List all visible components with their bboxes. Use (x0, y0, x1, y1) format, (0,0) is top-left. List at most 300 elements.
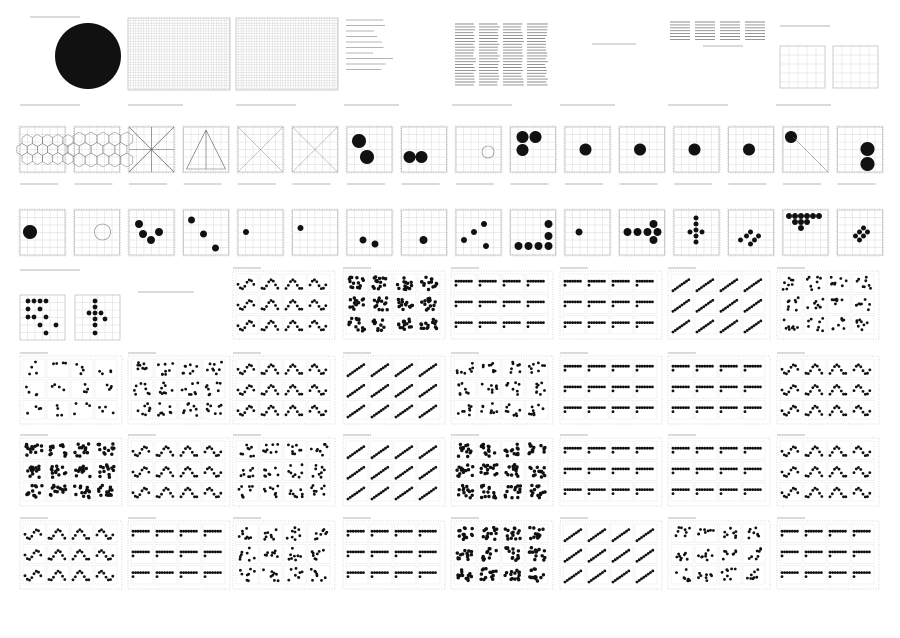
glyph (371, 551, 389, 558)
dot (700, 556, 703, 559)
glyph (348, 296, 365, 311)
dot (616, 577, 619, 580)
dot (617, 301, 620, 304)
glyph (419, 363, 438, 377)
dot (479, 321, 482, 324)
dot (694, 240, 699, 245)
dot (219, 451, 222, 454)
glyph-grid (563, 524, 657, 584)
dot (206, 369, 209, 372)
glyph (262, 443, 279, 454)
dot (133, 389, 136, 392)
pattern-sheet (20, 353, 122, 424)
dot (252, 389, 255, 392)
dot (796, 389, 799, 392)
dot (754, 406, 757, 409)
dot (750, 555, 753, 558)
glyph (204, 551, 222, 558)
dot (597, 574, 600, 577)
dot (39, 574, 42, 577)
dot (269, 473, 272, 476)
dot (863, 285, 866, 288)
dot (470, 533, 473, 536)
dot (487, 388, 490, 391)
dot (636, 386, 639, 389)
dot (87, 442, 90, 445)
dot (792, 219, 798, 225)
dot (30, 576, 33, 579)
glyph (204, 530, 222, 537)
dot (419, 555, 422, 558)
dot (316, 448, 319, 451)
dot (185, 530, 188, 533)
dot (634, 144, 646, 156)
dot (469, 368, 472, 371)
dot (757, 386, 760, 389)
dot (300, 449, 303, 452)
dot (376, 571, 379, 574)
dot (790, 366, 793, 369)
dot (783, 551, 786, 554)
dot (792, 279, 795, 282)
pattern-sheet (128, 518, 230, 589)
dot (295, 444, 298, 447)
dot (249, 489, 252, 492)
glyph (395, 551, 413, 558)
dot (110, 494, 113, 497)
glyph (479, 321, 497, 328)
dot (252, 283, 255, 286)
dot (805, 534, 808, 537)
dot (643, 321, 646, 324)
dot (428, 368, 431, 371)
dot (82, 451, 85, 454)
dot (679, 365, 682, 368)
dot (296, 325, 299, 328)
dot (853, 555, 856, 558)
dot (622, 406, 625, 409)
dot (161, 373, 164, 376)
dot (490, 384, 493, 387)
dot (322, 529, 325, 532)
glyph-cell (804, 524, 826, 543)
dot (315, 573, 318, 576)
glyph-grid (780, 274, 874, 334)
dot (579, 365, 582, 368)
dot (289, 301, 292, 304)
glyph (479, 463, 498, 476)
dot (593, 468, 596, 471)
dot (208, 445, 211, 448)
glyph-cell (526, 315, 548, 334)
dot (460, 301, 463, 304)
glyph (697, 572, 713, 582)
dot (243, 391, 246, 394)
dot (860, 320, 863, 323)
glyph (261, 405, 280, 417)
dot (694, 228, 699, 233)
dot (829, 534, 832, 537)
dot (132, 575, 135, 578)
dot (579, 406, 582, 409)
dot (842, 571, 845, 574)
dot (48, 578, 51, 581)
glyph (805, 363, 824, 375)
dot (58, 386, 61, 389)
dot (219, 492, 222, 495)
dot (348, 280, 351, 283)
dot (210, 489, 213, 492)
dot (380, 300, 383, 303)
dot (380, 389, 383, 392)
dot (625, 447, 628, 450)
dot (835, 363, 838, 366)
glyph (456, 362, 474, 375)
pattern-sheet (128, 435, 230, 506)
glyph-cell (611, 359, 633, 378)
pattern-sheet (343, 353, 445, 424)
dot (866, 413, 869, 416)
dot (248, 559, 251, 562)
dot (298, 476, 301, 479)
dot (625, 365, 628, 368)
dot (253, 570, 256, 573)
dot (725, 447, 728, 450)
dot (528, 451, 531, 454)
dot (815, 530, 818, 533)
dot (265, 326, 268, 329)
pattern-sheet-row-2 (20, 353, 879, 424)
glyph (672, 386, 690, 393)
dot (593, 321, 596, 324)
dot (781, 530, 784, 533)
dot (646, 365, 649, 368)
dot (531, 450, 534, 453)
glyph (261, 278, 280, 290)
dot (217, 389, 220, 392)
dot (781, 571, 784, 574)
dot (158, 402, 161, 405)
dot (493, 538, 496, 541)
glyph (612, 447, 630, 454)
dot (314, 557, 317, 560)
dot (625, 571, 628, 574)
dot (49, 448, 52, 451)
dot (822, 298, 825, 301)
glyph-cell (346, 565, 368, 584)
dot (722, 365, 725, 368)
glyph-cell (131, 380, 153, 399)
dot (601, 447, 604, 450)
thumb-grid (20, 127, 65, 172)
dot (860, 530, 863, 533)
dot (727, 365, 730, 368)
dot (28, 558, 31, 561)
dot (785, 131, 797, 143)
dot (811, 468, 814, 471)
glyph (722, 549, 737, 560)
glyph-cell (370, 565, 392, 584)
dot (408, 385, 411, 388)
dot (356, 368, 359, 371)
glyph (853, 405, 872, 417)
dot (612, 488, 615, 491)
glyph-grid (454, 359, 548, 419)
dot (347, 374, 350, 377)
dot (137, 368, 140, 371)
glyph (781, 384, 800, 396)
dot (787, 308, 790, 311)
glyph-cell (236, 482, 258, 501)
thumb-grid (838, 127, 883, 172)
dot (564, 305, 567, 308)
glyph (156, 551, 174, 558)
dot (720, 447, 723, 450)
glyph (419, 571, 437, 578)
dot (744, 472, 747, 475)
dot (395, 571, 398, 574)
dot (481, 301, 484, 304)
dot (749, 488, 752, 491)
dot (829, 454, 832, 457)
dot (287, 470, 290, 473)
dot (617, 280, 620, 283)
dot (752, 531, 755, 534)
dot (160, 387, 163, 390)
dot (294, 538, 297, 541)
dot (643, 468, 646, 471)
dot (688, 527, 691, 530)
dot (146, 402, 149, 405)
dot (577, 550, 580, 553)
dot (267, 301, 270, 304)
dot (245, 444, 248, 447)
dot (375, 371, 378, 374)
dot (237, 368, 240, 371)
glyph-cell (284, 400, 306, 419)
pattern-sheet-row-1 (20, 268, 879, 340)
dot (184, 468, 187, 471)
dot (276, 555, 279, 558)
dot (409, 305, 412, 308)
glyph-cell (828, 482, 850, 501)
dot (723, 531, 726, 534)
dot (83, 555, 86, 558)
dot (811, 366, 814, 369)
dot (428, 389, 431, 392)
dot (564, 301, 567, 304)
dot (729, 527, 732, 530)
dot (261, 392, 264, 395)
thumb-grid (347, 210, 392, 255)
dot (164, 373, 167, 376)
dot (807, 571, 810, 574)
dot (729, 283, 732, 286)
dot (836, 530, 839, 533)
glyph-cell (635, 462, 657, 481)
dot (617, 321, 620, 324)
dot (677, 406, 680, 409)
dot (356, 450, 359, 453)
dot (756, 568, 759, 571)
dot (468, 414, 471, 417)
dot (709, 468, 712, 471)
dot (419, 498, 422, 501)
dot (636, 325, 639, 328)
dot (622, 468, 625, 471)
dot (687, 447, 690, 450)
glyph-cell (47, 524, 69, 543)
dot (816, 385, 819, 388)
dot (158, 475, 161, 478)
dot (272, 300, 275, 303)
dot (534, 321, 537, 324)
dot (404, 471, 407, 474)
glyph (397, 318, 413, 331)
glyph-cell (852, 400, 874, 419)
dot (219, 382, 222, 385)
dot (590, 468, 593, 471)
dot (462, 491, 465, 494)
glyph-cell (155, 545, 177, 564)
dot (180, 551, 183, 554)
dot (529, 321, 532, 324)
dot (649, 280, 652, 283)
dot (864, 298, 867, 301)
dot (352, 134, 366, 148)
dot (159, 412, 162, 415)
dot (542, 301, 545, 304)
dot (601, 365, 604, 368)
dot (182, 472, 185, 475)
glyph-cell (155, 441, 177, 460)
dot (638, 447, 641, 450)
dot (649, 571, 652, 574)
glyph-cell (454, 295, 476, 314)
dot (49, 445, 52, 448)
glyph-cell (852, 359, 874, 378)
dot (348, 305, 351, 308)
thumbnail (401, 126, 448, 173)
glyph (612, 488, 630, 495)
dot (375, 412, 378, 415)
dot (164, 363, 167, 366)
glyph-cell (394, 524, 416, 543)
dot (85, 402, 88, 405)
dot (866, 454, 869, 457)
dot (320, 579, 323, 582)
glyph (781, 466, 800, 478)
dot (314, 468, 317, 471)
dot (61, 443, 64, 446)
glyph (672, 488, 690, 495)
dot (636, 410, 639, 413)
dot (312, 552, 315, 555)
dot (754, 488, 757, 491)
dot (729, 578, 732, 581)
glyph-cell (719, 380, 741, 399)
dot (376, 327, 379, 330)
dot (811, 489, 814, 492)
dot (432, 406, 435, 409)
dot (687, 468, 690, 471)
thumbnail (17, 126, 73, 173)
dot (267, 322, 270, 325)
glyph (310, 443, 329, 457)
dot (700, 574, 703, 577)
dot (466, 555, 469, 558)
dot (276, 393, 279, 396)
dot (579, 488, 582, 491)
thumbnail (619, 126, 666, 173)
dot (787, 284, 790, 287)
dot (868, 284, 871, 287)
dot (83, 575, 86, 578)
dot (860, 571, 863, 574)
dot (166, 551, 169, 554)
dot (687, 299, 690, 302)
dot (738, 238, 743, 243)
dot (574, 468, 577, 471)
glyph (588, 386, 606, 393)
dot (537, 362, 540, 365)
dot (574, 280, 577, 283)
dot (688, 230, 693, 235)
dot (300, 472, 303, 475)
dot (595, 406, 598, 409)
dot (426, 530, 429, 533)
dot (612, 410, 615, 413)
pattern-sheet (777, 268, 879, 339)
dot (56, 414, 59, 417)
dot (33, 445, 36, 448)
dot (435, 282, 438, 285)
dot (208, 393, 211, 396)
glyph (106, 384, 113, 391)
dot (50, 537, 53, 540)
dot (241, 495, 244, 498)
dot (195, 408, 198, 411)
dot (301, 495, 304, 498)
dot (295, 567, 298, 570)
dot (300, 328, 303, 331)
dot (829, 475, 832, 478)
dot (674, 365, 677, 368)
dot (527, 301, 530, 304)
dot (730, 406, 733, 409)
dot (866, 372, 869, 375)
glyph-cell (743, 482, 765, 501)
dot (140, 382, 143, 385)
dot (868, 369, 871, 372)
dot (806, 278, 809, 281)
dot (160, 493, 163, 496)
dot (180, 530, 183, 533)
dot (796, 326, 799, 329)
glyph (829, 363, 848, 375)
dot (50, 558, 53, 561)
dot (860, 551, 863, 554)
glyph-cell (828, 359, 850, 378)
dot (37, 571, 40, 574)
dot (588, 447, 591, 450)
dot (494, 301, 497, 304)
dot (564, 451, 567, 454)
dot (375, 474, 378, 477)
dot (844, 454, 847, 457)
dot (274, 467, 277, 470)
dot (434, 487, 437, 490)
